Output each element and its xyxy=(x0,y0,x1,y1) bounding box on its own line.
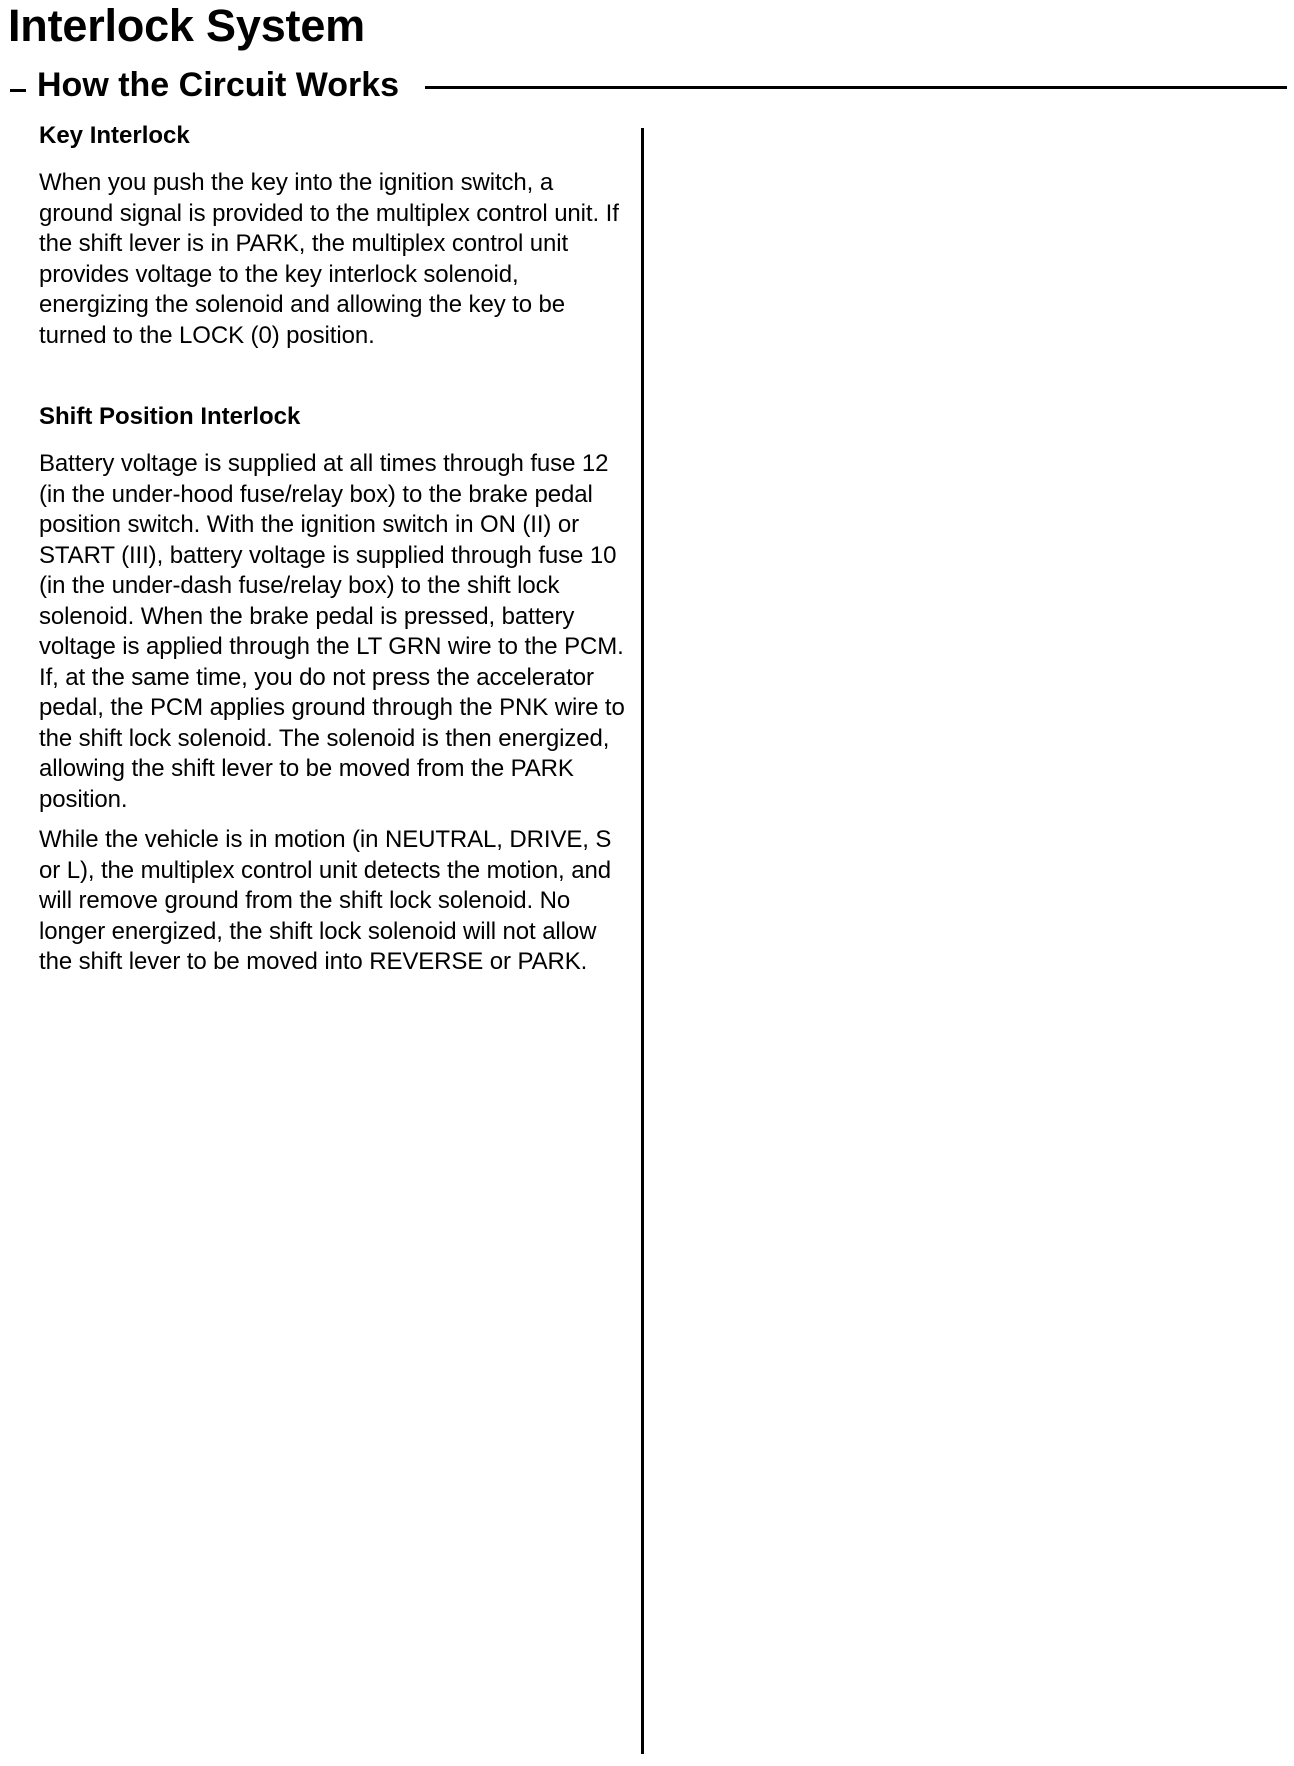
section-title: How the Circuit Works xyxy=(37,66,400,104)
key-interlock-paragraph: When you push the key into the ignition switch, a ground signal is provided to the multiplex control unit. If the shift lever is in PARK, the multiplex control unit provides voltage to the key interlock solenoid, energizing the solenoid and allowing the key to be turned to the LOCK (0) position. xyxy=(39,169,619,349)
shift-interlock-paragraph-1: Battery voltage is supplied at all times through fuse 12 (in the under-hood fuse/relay box) to the brake pedal position switch. With the ignition switch in ON (II) or START (III), battery voltage is supplied through fuse 10 (in the under-dash fuse/relay box) to the shift lock solenoid. When the brake pedal is pressed, battery voltage is applied through the LT GRN wire to the PCM. If, at the same time, you do not press the accelerator pedal, the PCM applies ground through the PNK wire to the shift lock solenoid. The solenoid is then energized, allowing the shift lever to be moved from the PARK position. xyxy=(39,450,625,813)
key-interlock-heading: Key Interlock xyxy=(39,122,190,149)
shift-interlock-paragraph-2: While the vehicle is in motion (in NEUTRAL, DRIVE, S or L), the multiplex control unit detects the motion, and will remove ground from the shift lock solenoid. No longer energized, the shift lock solenoid will not allow the shift lever to be moved into REVERSE or PARK. xyxy=(39,826,612,975)
shift-position-interlock-heading: Shift Position Interlock xyxy=(39,403,301,430)
column-divider xyxy=(641,128,644,1754)
section-header xyxy=(8,63,1280,109)
page-title: Interlock System xyxy=(8,0,365,51)
section-dash xyxy=(10,89,26,92)
left-column xyxy=(39,118,629,978)
section-rule xyxy=(425,86,1287,89)
